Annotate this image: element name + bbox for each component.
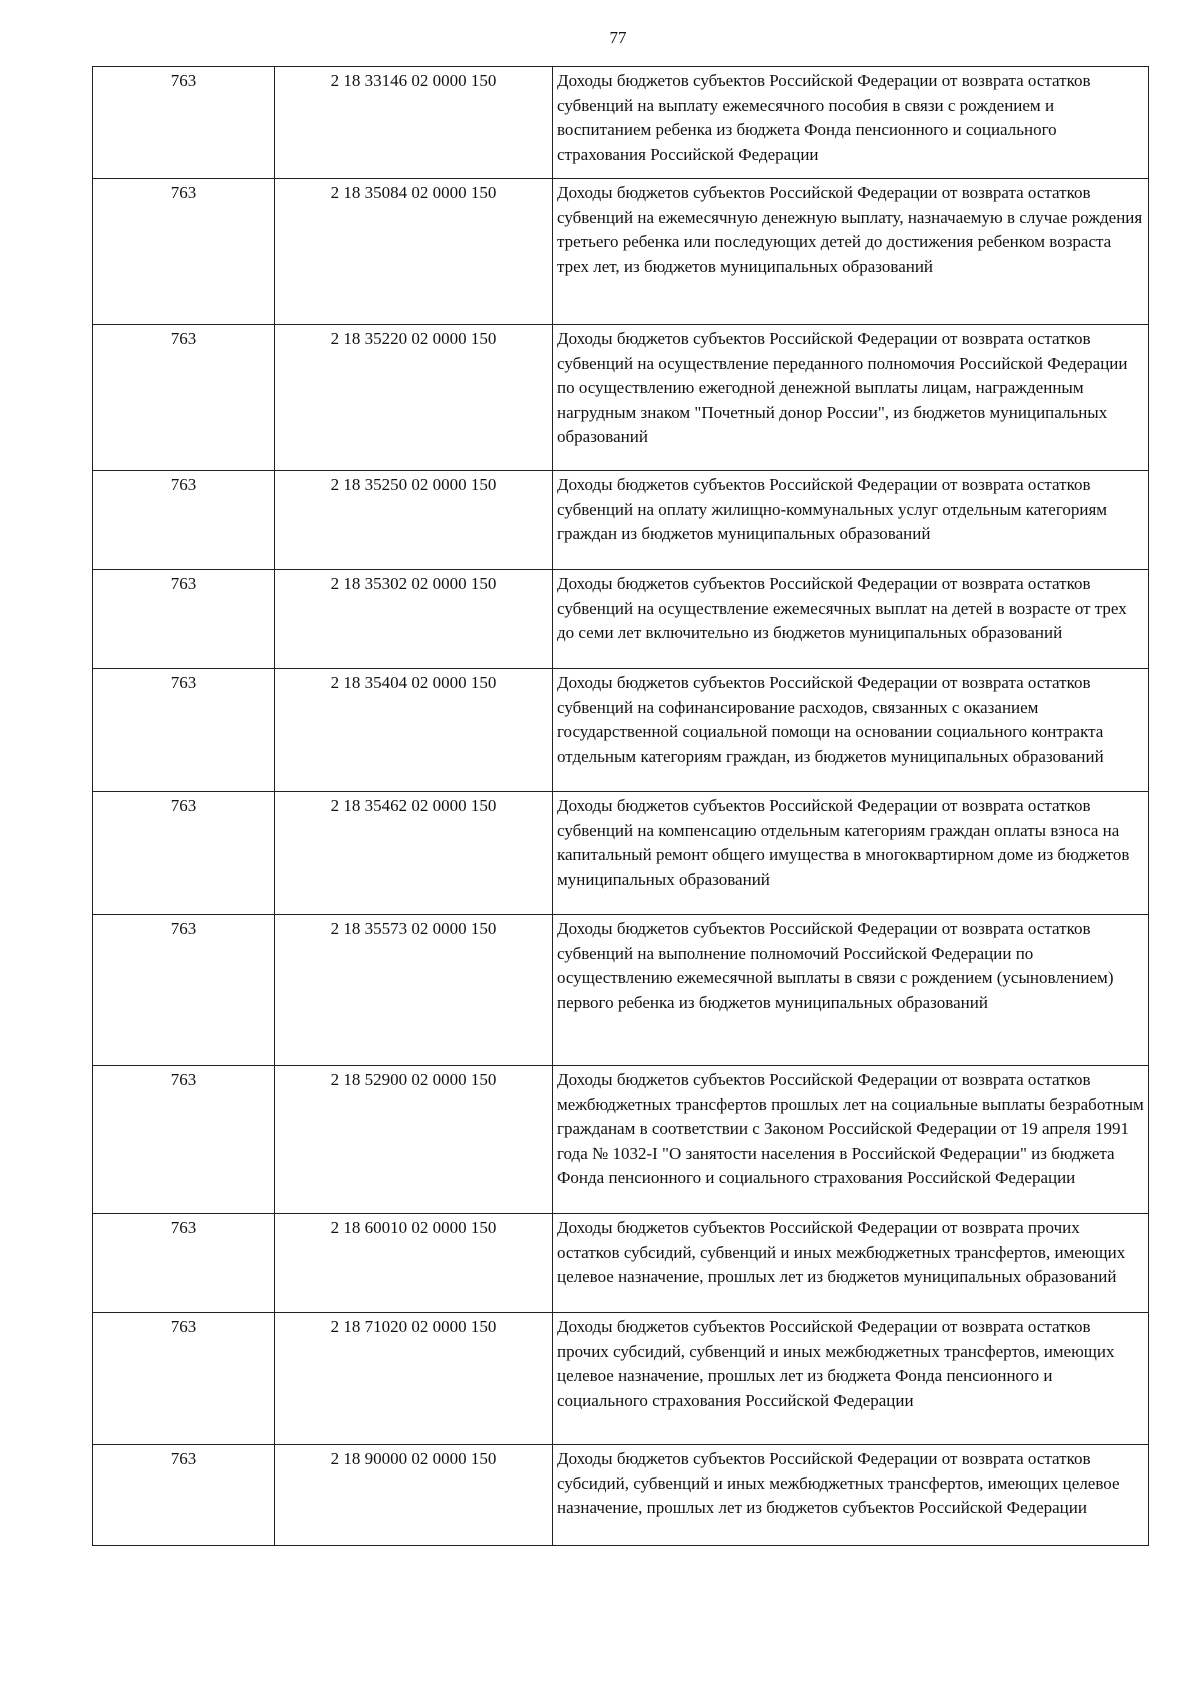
admin-code-cell: 763	[93, 570, 275, 669]
table-row	[93, 669, 1149, 792]
admin-code-cell: 763	[93, 1445, 275, 1546]
table-row	[93, 792, 1149, 915]
budget-code-cell: 2 18 35220 02 0000 150	[275, 325, 553, 471]
table-row	[93, 1313, 1149, 1445]
budget-code-cell: 2 18 35302 02 0000 150	[275, 570, 553, 669]
budget-code-cell: 2 18 35573 02 0000 150	[275, 915, 553, 1066]
table-row	[93, 1066, 1149, 1214]
admin-code-cell: 763	[93, 67, 275, 179]
page-number: 77	[609, 28, 627, 47]
budget-code-cell: 2 18 52900 02 0000 150	[275, 1066, 553, 1214]
admin-code-cell: 763	[93, 1214, 275, 1313]
table-row	[93, 325, 1149, 471]
description-cell: Доходы бюджетов субъектов Российской Федерации от возврата остатков субсидий, субвенций и иных межбюджетных трансфертов, имеющих целевое назначение, прошлых лет из бюджетов субъектов Российской Федерации	[553, 1445, 1149, 1546]
admin-code-cell: 763	[93, 669, 275, 792]
description-cell: Доходы бюджетов субъектов Российской Федерации от возврата остатков субвенций на осуществление переданного полномочия Российской Федерации по осуществлению ежегодной денежной выплаты лицам, награжденным нагрудным знаком "Почетный донор России", из бюджетов муниципальных образований	[553, 325, 1149, 471]
budget-code-cell: 2 18 71020 02 0000 150	[275, 1313, 553, 1445]
description-cell: Доходы бюджетов субъектов Российской Федерации от возврата остатков субвенций на оплату жилищно-коммунальных услуг отдельным категориям граждан из бюджетов муниципальных образований	[553, 471, 1149, 570]
description-cell: Доходы бюджетов субъектов Российской Федерации от возврата остатков субвенций на выполнение полномочий Российской Федерации по осуществлению ежемесячной выплаты в связи с рождением (усыновлением) первого ребенка из бюджетов муниципальных образований	[553, 915, 1149, 1066]
budget-code-cell: 2 18 35084 02 0000 150	[275, 179, 553, 325]
description-cell: Доходы бюджетов субъектов Российской Федерации от возврата остатков субвенций на ежемесячную денежную выплату, назначаемую в случае рождения третьего ребенка или последующих детей до достижения ребенком возраста трех лет, из бюджетов муниципальных образований	[553, 179, 1149, 325]
description-cell: Доходы бюджетов субъектов Российской Федерации от возврата остатков субвенций на осуществление ежемесячных выплат на детей в возрасте от трех до семи лет включительно из бюджетов муниципальных образований	[553, 570, 1149, 669]
budget-code-cell: 2 18 35250 02 0000 150	[275, 471, 553, 570]
description-cell: Доходы бюджетов субъектов Российской Федерации от возврата остатков субвенций на выплату ежемесячного пособия в связи с рождением и воспитанием ребенка из бюджета Фонда пенсионного и социального страхования Российской Федерации	[553, 67, 1149, 179]
admin-code-cell: 763	[93, 1066, 275, 1214]
table-row	[93, 471, 1149, 570]
description-cell: Доходы бюджетов субъектов Российской Федерации от возврата остатков межбюджетных трансфертов прошлых лет на социальные выплаты безработным гражданам в соответствии с Законом Российской Федерации от 19 апреля 1991 года № 1032-I "О занятости населения в Российской Федерации" из бюджета Фонда пенсионного и социального страхования Российской Федерации	[553, 1066, 1149, 1214]
table-row	[93, 179, 1149, 325]
budget-code-cell: 2 18 90000 02 0000 150	[275, 1445, 553, 1546]
description-cell: Доходы бюджетов субъектов Российской Федерации от возврата остатков субвенций на компенсацию отдельным категориям граждан оплаты взноса на капитальный ремонт общего имущества в многоквартирном доме из бюджетов муниципальных образований	[553, 792, 1149, 915]
budget-code-cell: 2 18 35462 02 0000 150	[275, 792, 553, 915]
table-row	[93, 1445, 1149, 1546]
budget-code-cell: 2 18 60010 02 0000 150	[275, 1214, 553, 1313]
admin-code-cell: 763	[93, 471, 275, 570]
table-row	[93, 915, 1149, 1066]
budget-classification-table	[92, 66, 1149, 1546]
admin-code-cell: 763	[93, 325, 275, 471]
description-cell: Доходы бюджетов субъектов Российской Федерации от возврата остатков субвенций на софинансирование расходов, связанных с оказанием государственной социальной помощи на основании социального контракта отдельным категориям граждан, из бюджетов муниципальных образований	[553, 669, 1149, 792]
description-cell: Доходы бюджетов субъектов Российской Федерации от возврата остатков прочих субсидий, субвенций и иных межбюджетных трансфертов, имеющих целевое назначение, прошлых лет из бюджета Фонда пенсионного и социального страхования Российской Федерации	[553, 1313, 1149, 1445]
budget-code-cell: 2 18 35404 02 0000 150	[275, 669, 553, 792]
admin-code-cell: 763	[93, 1313, 275, 1445]
table-row	[93, 570, 1149, 669]
table-row	[93, 1214, 1149, 1313]
budget-code-cell: 2 18 33146 02 0000 150	[275, 67, 553, 179]
admin-code-cell: 763	[93, 179, 275, 325]
admin-code-cell: 763	[93, 915, 275, 1066]
admin-code-cell: 763	[93, 792, 275, 915]
table-row	[93, 67, 1149, 179]
description-cell: Доходы бюджетов субъектов Российской Федерации от возврата прочих остатков субсидий, субвенций и иных межбюджетных трансфертов, имеющих целевое назначение, прошлых лет из бюджетов муниципальных образований	[553, 1214, 1149, 1313]
